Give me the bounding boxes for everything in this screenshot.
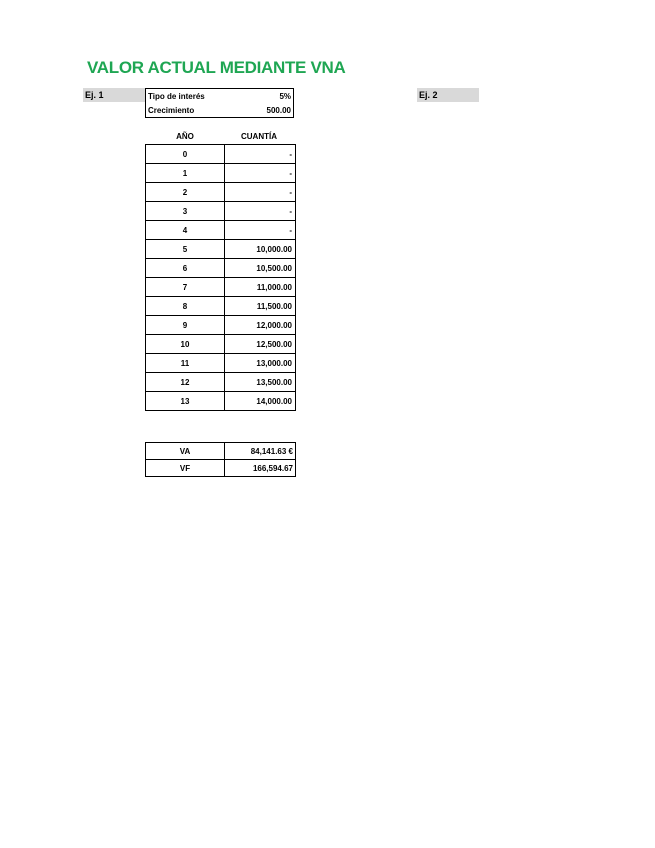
table-row	[146, 335, 296, 354]
year-cell[interactable]: 7	[146, 278, 225, 297]
year-cell[interactable]: 6	[146, 259, 225, 278]
amount-cell[interactable]: -	[225, 145, 296, 164]
year-cell[interactable]: 3	[146, 202, 225, 221]
amount-cell[interactable]: 10,500.00	[225, 259, 296, 278]
year-cell[interactable]: 4	[146, 221, 225, 240]
table-row	[146, 259, 296, 278]
amount-cell[interactable]: -	[225, 221, 296, 240]
amount-cell[interactable]: 11,000.00	[225, 278, 296, 297]
year-cell[interactable]: 2	[146, 183, 225, 202]
table-row	[146, 145, 296, 164]
result-row-va	[146, 443, 296, 460]
table-row	[146, 278, 296, 297]
table-row	[146, 297, 296, 316]
table-row	[146, 183, 296, 202]
table-row	[146, 316, 296, 335]
year-cell[interactable]: 9	[146, 316, 225, 335]
table-row	[146, 354, 296, 373]
column-header-amount: CUANTÍA	[241, 132, 277, 141]
example-1-label: Ej. 1	[83, 88, 145, 102]
result-value[interactable]: 84,141.63 €	[225, 443, 296, 460]
table-row	[146, 164, 296, 183]
amount-cell[interactable]: -	[225, 202, 296, 221]
amount-cell[interactable]: 10,000.00	[225, 240, 296, 259]
cashflow-table	[145, 144, 296, 411]
amount-cell[interactable]: 13,000.00	[225, 354, 296, 373]
interest-value[interactable]: 5%	[279, 91, 291, 101]
amount-cell[interactable]: 12,500.00	[225, 335, 296, 354]
year-cell[interactable]: 10	[146, 335, 225, 354]
year-cell[interactable]: 1	[146, 164, 225, 183]
growth-value[interactable]: 500.00	[266, 105, 291, 115]
example-2-label: Ej. 2	[417, 88, 479, 102]
table-row	[146, 373, 296, 392]
amount-cell[interactable]: -	[225, 183, 296, 202]
year-cell[interactable]: 11	[146, 354, 225, 373]
amount-cell[interactable]: 13,500.00	[225, 373, 296, 392]
result-label: VA	[146, 443, 225, 460]
amount-cell[interactable]: 14,000.00	[225, 392, 296, 411]
table-row	[146, 392, 296, 411]
interest-label: Tipo de interés	[148, 91, 205, 101]
year-cell[interactable]: 8	[146, 297, 225, 316]
growth-row	[146, 103, 293, 117]
interest-row	[146, 89, 293, 103]
result-label: VF	[146, 460, 225, 477]
result-row-vf	[146, 460, 296, 477]
page-title: VALOR ACTUAL MEDIANTE VNA	[87, 58, 346, 77]
parameters-box	[145, 88, 294, 118]
results-table	[145, 442, 296, 477]
column-header-year: AÑO	[176, 132, 194, 141]
year-cell[interactable]: 0	[146, 145, 225, 164]
amount-cell[interactable]: -	[225, 164, 296, 183]
table-row	[146, 240, 296, 259]
growth-label: Crecimiento	[148, 105, 195, 115]
year-cell[interactable]: 13	[146, 392, 225, 411]
amount-cell[interactable]: 11,500.00	[225, 297, 296, 316]
year-cell[interactable]: 5	[146, 240, 225, 259]
table-row	[146, 202, 296, 221]
year-cell[interactable]: 12	[146, 373, 225, 392]
amount-cell[interactable]: 12,000.00	[225, 316, 296, 335]
table-row	[146, 221, 296, 240]
result-value[interactable]: 166,594.67	[225, 460, 296, 477]
